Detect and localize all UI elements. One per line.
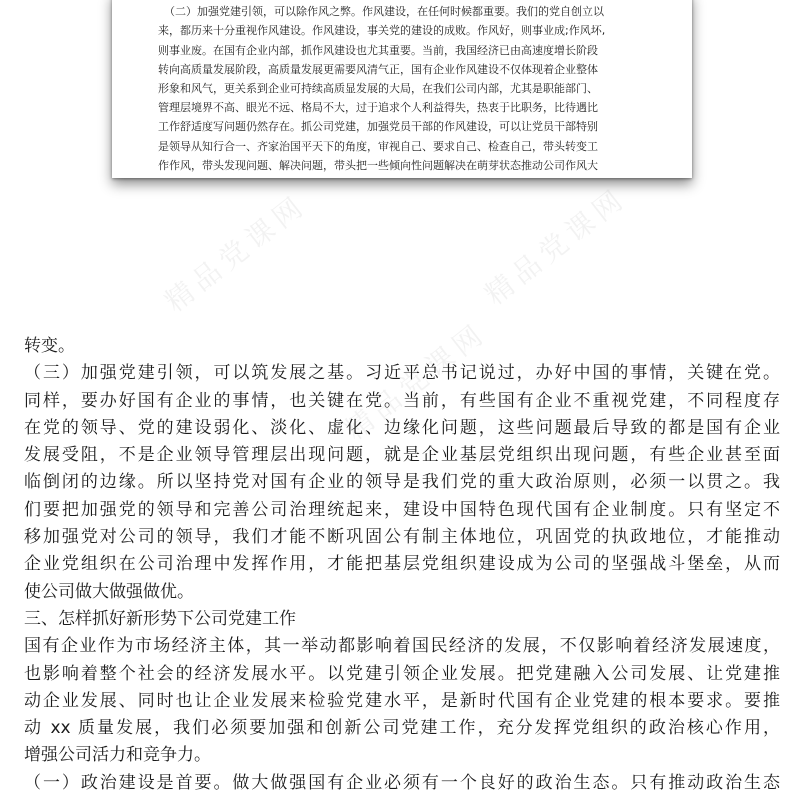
watermark: 精品党课网 (158, 187, 314, 319)
watermark: 精品党课网 (478, 180, 634, 312)
preview-text-line: 是领导从知行合一、齐家治国平天下的角度，审视自己、要求自己、检查自己，带头转变工 (158, 139, 598, 153)
body-text-line: 三、怎样抓好新形势下公司党建工作 (24, 608, 296, 629)
preview-text-line: （二）加强党建引领，可以除作风之弊。作风建设，在任何时候都重要。我们的党自创立以 (164, 5, 604, 19)
preview-text-line: 作作风，带头发现问题、解决问题，带头把一些倾向性问题解决在萌芽状态推动公司作风大 (158, 158, 598, 172)
body-text-line: （三）加强党建引领，可以筑发展之基。习近平总书记说过，办好中国的事情，关键在党。 (24, 363, 780, 384)
page-backdrop (0, 0, 800, 300)
watermark: 精品党课网 (338, 315, 494, 447)
document-body (24, 333, 780, 797)
body-text-line: （一）政治建设是首要。做大做强国有企业必须有一个良好的政治生态。只有推动政治生态 (24, 772, 780, 793)
body-text-line: 们要把加强党的领导和完善公司治理统起来，建设中国特色现代国有企业制度。只有坚定不 (24, 499, 780, 520)
body-text-line: 使公司做大做强做优。 (24, 581, 194, 602)
body-text-line: 增强公司活力和竞争力。 (24, 745, 211, 766)
preview-text-line: 管理层境界不高、眼光不远、格局不大，过于追求个人利益得失，热衷于比职务，比待遇比 (158, 101, 598, 115)
previous-page-preview (112, 0, 692, 178)
preview-text-line: 来，都历来十分重视作风建设。作风建设，事关党的建设的成败。作风好，则事业成;作风坏, (158, 24, 606, 38)
body-text-line: 同样，要办好国有企业的事情，也关键在党。当前，有些国有企业不重视党建，不同程度存 (24, 390, 780, 411)
preview-text-line: 转向高质量发展阶段，高质量发展更需要风清气正，国有企业作风建设不仅体现着企业整体 (158, 62, 598, 76)
body-text-line: 国有企业作为市场经济主体，其一举动都影响着国民经济的发展，不仅影响着经济发展速度， (24, 636, 780, 657)
body-text-line: 发展受阻，不是企业领导管理层出现问题，就是企业基层党组织出现问题，有些企业甚至面 (24, 445, 780, 466)
body-text-line: 动 xx 质量发展，我们必须要加强和创新公司党建工作，充分发挥党组织的政治核心作用， (24, 718, 780, 739)
body-text-line: 也影响着整个社会的经济发展水平。以党建引领企业发展。把党建融入公司发展、让党建推 (24, 663, 780, 684)
preview-text-line: 形象和风气，更关系到企业可持续高质显发展的大局，在我们公司内部，尤其是职能部门、 (158, 82, 598, 95)
preview-text-line: 则事业废。在国有企业内部，抓作风建设也尤其重要。当前，我国经济已由高速度增长阶段 (158, 43, 598, 57)
body-text-line: 动企业发展、同时也让企业发展来检验党建水平，是新时代国有企业党建的根本要求。要推 (24, 690, 780, 711)
preview-text-line: 工作舒适度写问题仍然存在。抓公司党建，加强党员干部的作风建设，可以让党员干部特别 (158, 120, 598, 134)
body-text-line: 企业党组织在公司治理中发挥作用，才能把基层党组织建设成为公司的坚强战斗堡垒，从而 (24, 554, 780, 575)
body-text-line: 移加强党对公司的领导，我们才能不断巩固公有制主体地位，巩固党的执政地位，才能推动 (24, 527, 780, 548)
body-text-line: 转变。 (24, 336, 75, 356)
body-text-line: 临倒闭的边缘。所以坚持党对国有企业的领导是我们党的重大政治原则，必须一以贯之。我 (24, 472, 780, 493)
body-text-line: 在党的领导、党的建设弱化、淡化、虚化、边缘化问题，这些问题最后导致的都是国有企业 (24, 417, 780, 438)
